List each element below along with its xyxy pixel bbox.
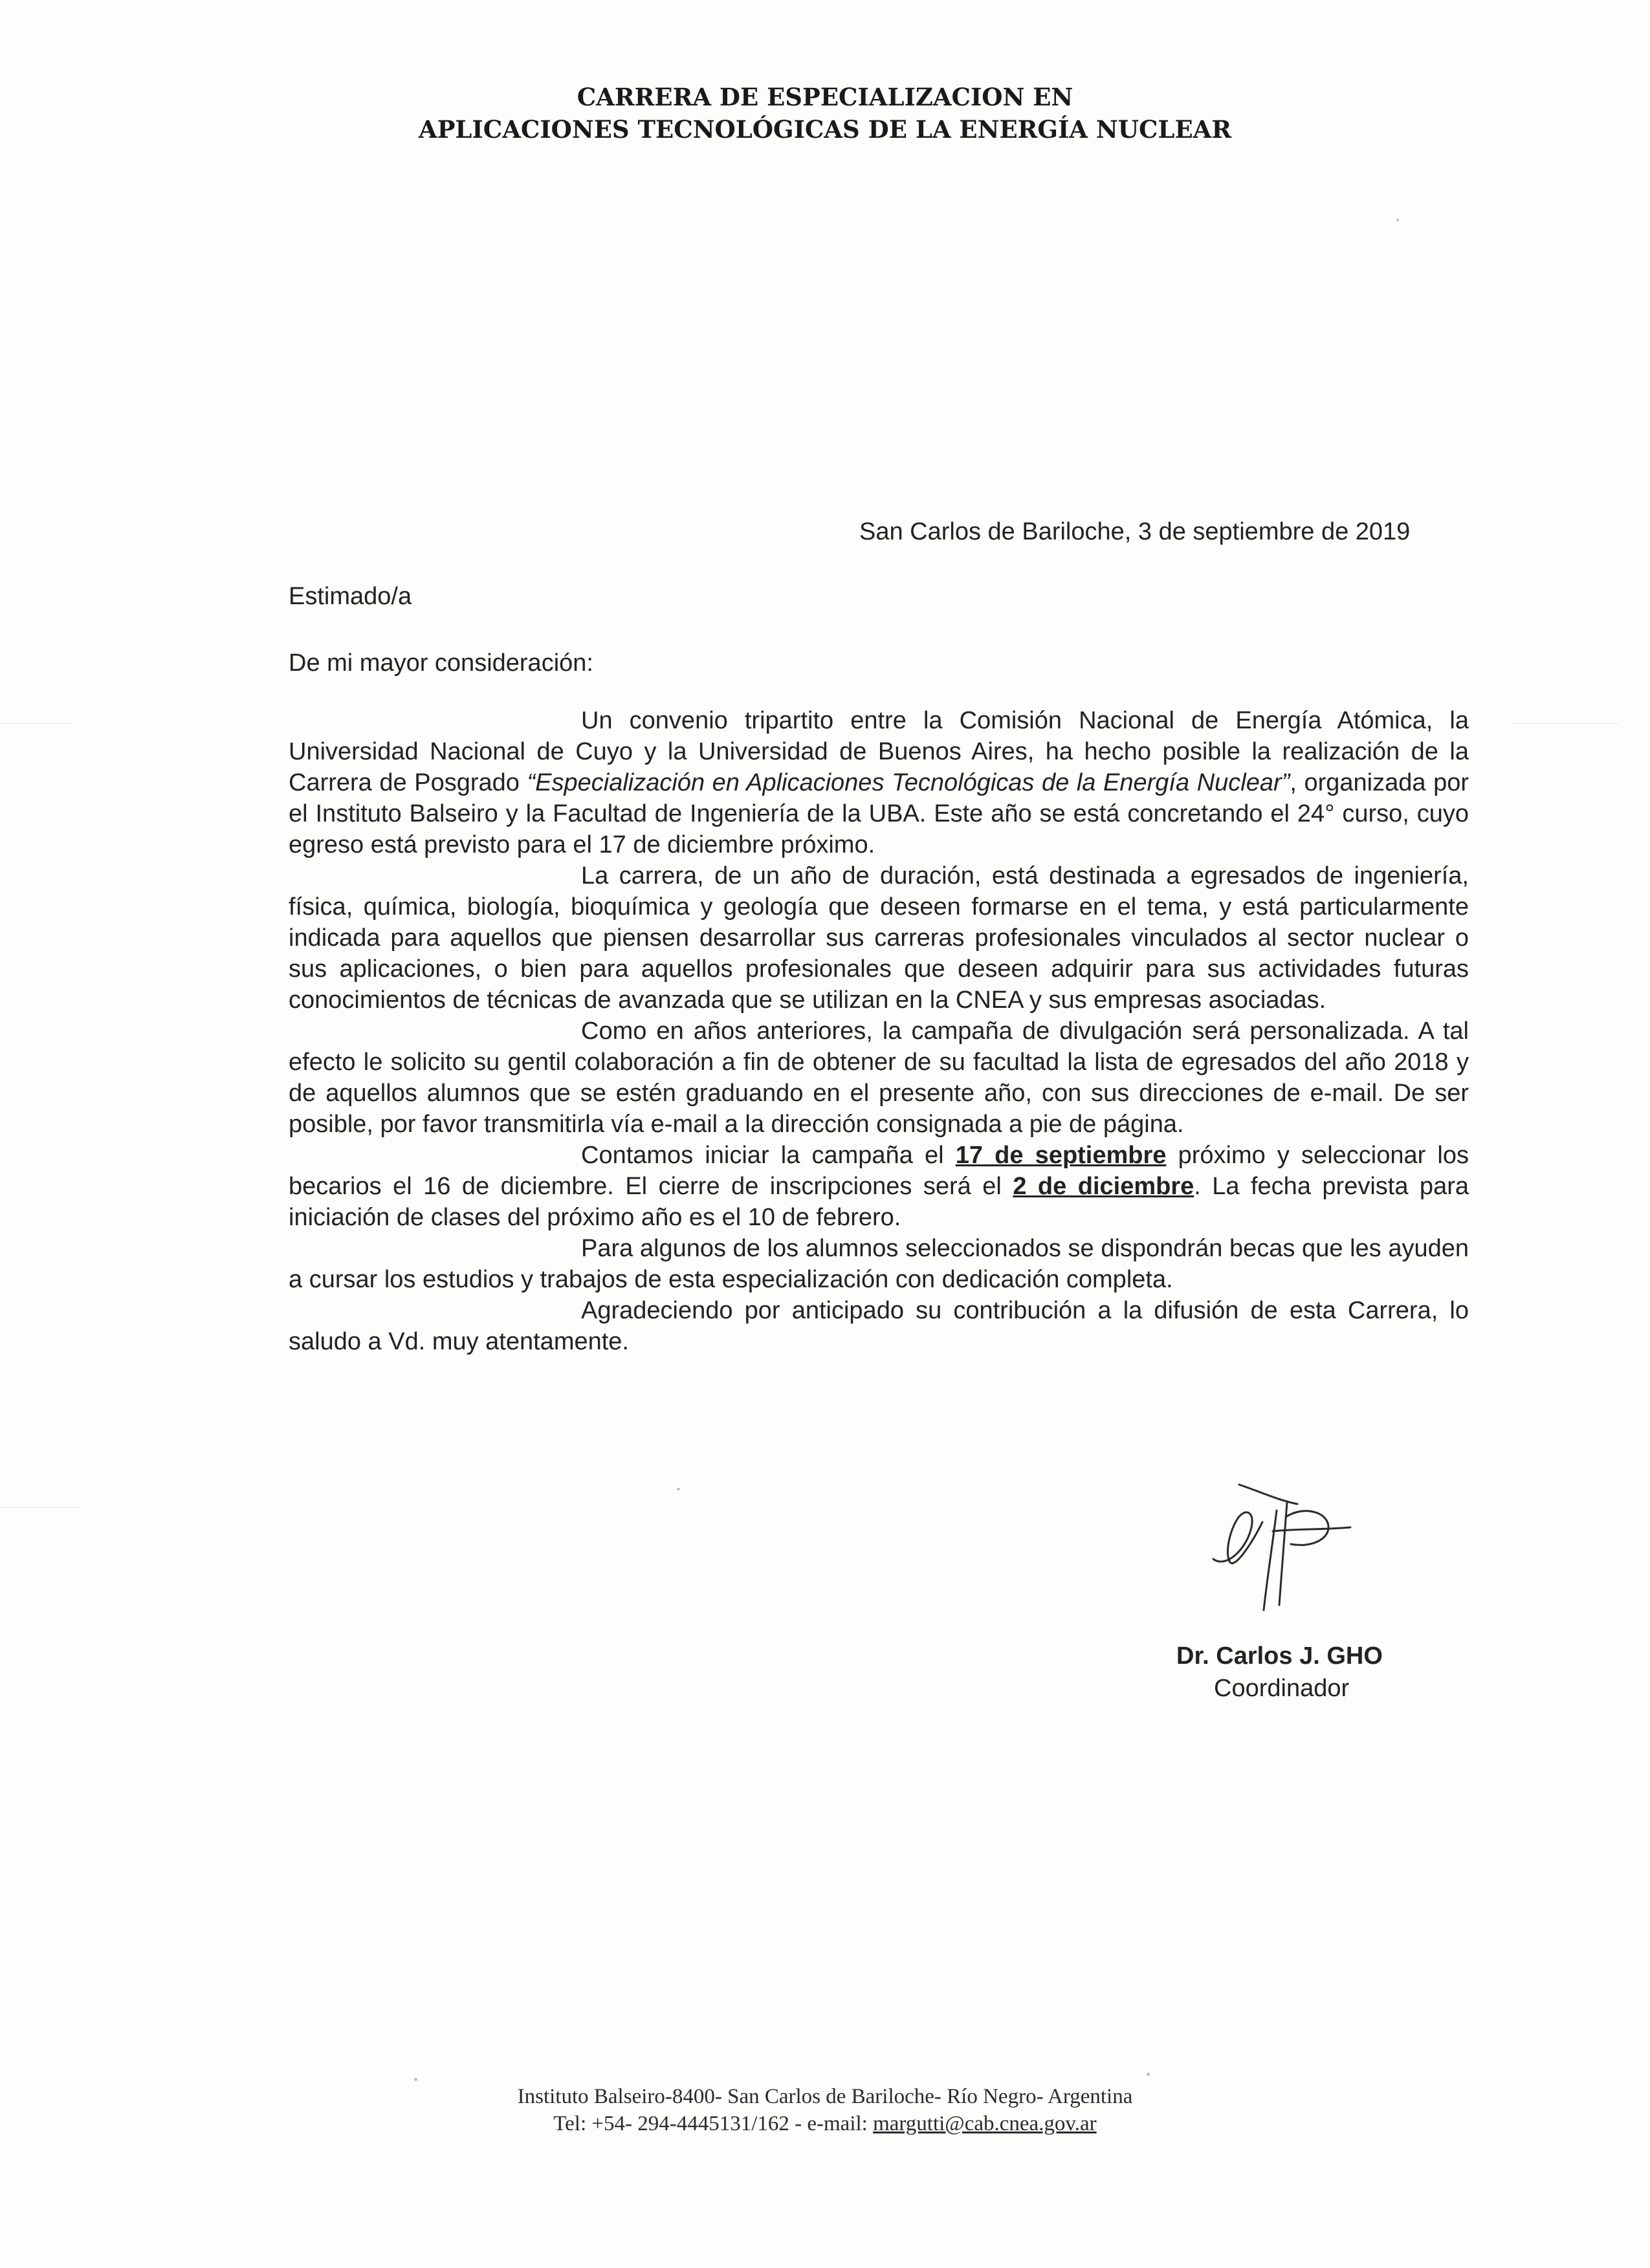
paragraph-despedida: Agradeciendo por anticipado su contribución a la difusión de esta Carrera, lo saludo a Vd. muy atentamente. bbox=[289, 1297, 1469, 1355]
scan-speck bbox=[1147, 2073, 1150, 2076]
scan-line bbox=[1514, 723, 1618, 724]
footer-contact bbox=[0, 2110, 1650, 2137]
heading-line-1: CARRERA DE ESPECIALIZACION EN bbox=[577, 83, 1073, 111]
paragraph-fechas-text-end: . La fecha prevista para iniciación de clases del próximo año es el 10 de febrero. bbox=[289, 1173, 1469, 1231]
footer-phone: Tel: +54- 294-4445131/162 - e-mail: bbox=[553, 2112, 874, 2135]
paragraph-convenio-text: Un convenio tripartito entre la Comisión Nacional de Energía Atómica, la Universidad Nacional de Cuyo y la Universidad de Buenos Aires, ha hecho posible la realización de la Carrera de Posgrado bbox=[289, 707, 1469, 796]
paragraph-fechas-text-mid: próximo y seleccionar los becarios el 16 de diciembre. El cierre de inscripciones será el bbox=[289, 1142, 1469, 1200]
scan-line bbox=[0, 1507, 78, 1508]
letter-heading bbox=[0, 81, 1650, 146]
handwritten-signature bbox=[1200, 1472, 1369, 1620]
registration-close-date: 2 de diciembre bbox=[1013, 1173, 1194, 1200]
footer-email-link[interactable]: margutti@cab.cnea.gov.ar bbox=[873, 2112, 1097, 2135]
signatory-role: Coordinador bbox=[1214, 1675, 1350, 1702]
signatory-name: Dr. Carlos J. GHO bbox=[1176, 1642, 1383, 1670]
heading-line-2: APLICACIONES TECNOLÓGICAS DE LA ENERGÍA NUCLEAR bbox=[418, 115, 1232, 144]
letter-date: San Carlos de Bariloche, 3 de septiembre de 2019 bbox=[859, 518, 1411, 545]
letter-salutation: De mi mayor consideración: bbox=[289, 649, 593, 677]
letter-footer bbox=[0, 2083, 1650, 2137]
paragraph-convenio-text-end: , organizada por el Instituto Balseiro y la Facultad de Ingeniería de la UBA. Este año se está concretando el 24° curso, cuyo egreso está previsto para el 17 de diciembre próximo. bbox=[289, 769, 1469, 858]
footer-address: Instituto Balseiro-8400- San Carlos de Bariloche- Río Negro- Argentina bbox=[517, 2085, 1133, 2108]
letter-greeting: Estimado/a bbox=[289, 583, 412, 610]
paragraph-campana: Como en años anteriores, la campaña de divulgación será personalizada. A tal efecto le solicito su gentil colaboración a fin de obtener de su facultad la lista de egresados del año 2018 y de aquellos alumnos que se estén graduando en el presente año, con sus direcciones de e-mail. De ser posible, por favor transmitirla vía e-mail a la dirección consignada a pie de página. bbox=[289, 1018, 1469, 1138]
scan-speck bbox=[677, 1488, 680, 1490]
paragraph-fechas-text: Contamos iniciar la campaña el bbox=[581, 1142, 956, 1169]
scan-line bbox=[0, 723, 71, 724]
program-title: “Especialización en Aplicaciones Tecnológicas de la Energía Nuclear” bbox=[527, 769, 1290, 796]
letter-body bbox=[289, 705, 1469, 1357]
paragraph-convenio bbox=[289, 705, 1469, 860]
paragraph-carrera: La carrera, de un año de duración, está destinada a egresados de ingeniería, física, química, biología, bioquímica y geología que deseen formarse en el tema, y está particularmente indicada para aquellos que piensen desarrollar sus carreras profesionales vinculados al sector nuclear o sus aplicaciones, o bien para aquellos profesionales que deseen adquirir para sus actividades futuras conocimientos de técnicas de avanzada que se utilizan en la CNEA y sus empresas asociadas. bbox=[289, 862, 1469, 1014]
scan-speck bbox=[414, 2078, 417, 2081]
scan-speck bbox=[1396, 219, 1399, 221]
paragraph-fechas bbox=[289, 1140, 1469, 1233]
campaign-start-date: 17 de septiembre bbox=[955, 1142, 1167, 1169]
paragraph-becas: Para algunos de los alumnos seleccionados se dispondrán becas que les ayuden a cursar los estudios y trabajos de esta especialización con dedicación completa. bbox=[289, 1235, 1469, 1293]
